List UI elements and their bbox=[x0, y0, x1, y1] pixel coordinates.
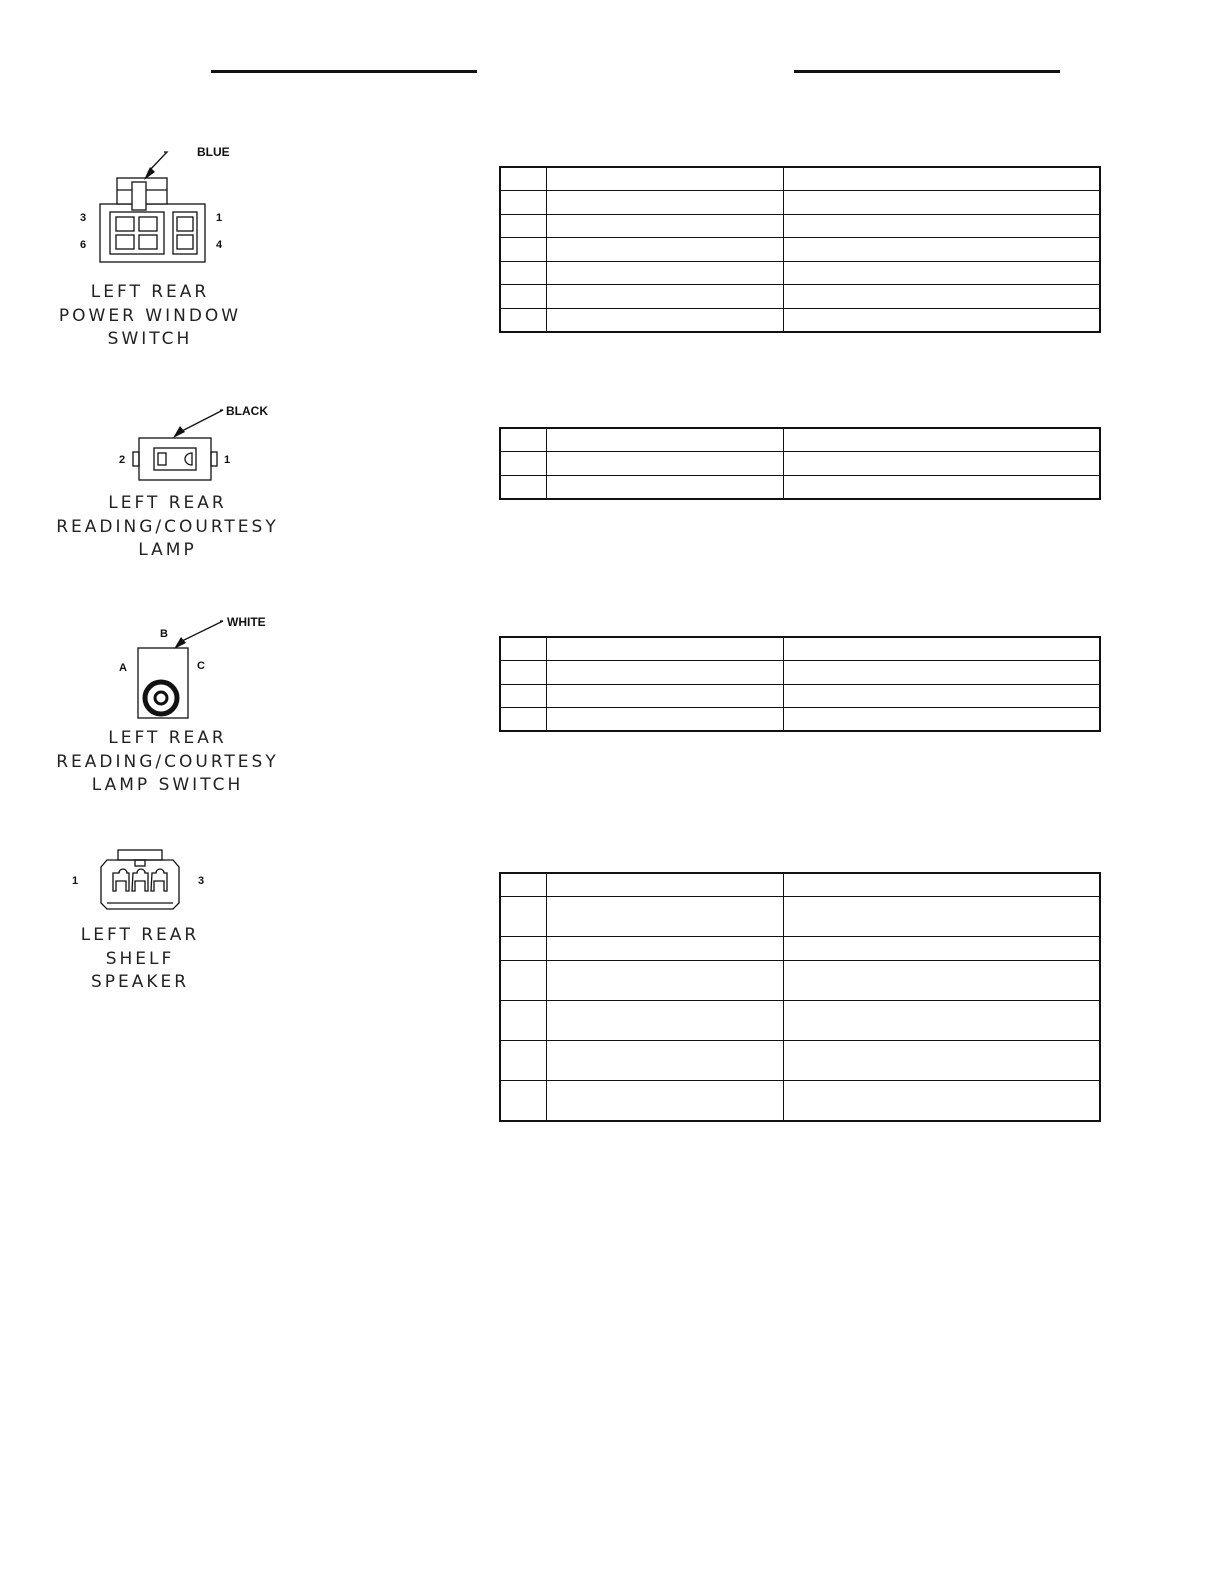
table-cell bbox=[784, 309, 1101, 333]
table-cell bbox=[784, 238, 1101, 262]
table-cell bbox=[547, 661, 784, 685]
table-cell bbox=[547, 285, 784, 309]
table-row bbox=[500, 1081, 1100, 1121]
table-cell bbox=[784, 452, 1101, 476]
table-cell bbox=[500, 475, 547, 499]
table-cell bbox=[500, 428, 547, 452]
table-cell bbox=[784, 214, 1101, 238]
table-cell bbox=[784, 1041, 1101, 1081]
reading-courtesy-lamp-connector-diagram bbox=[130, 400, 230, 485]
table-cell bbox=[784, 167, 1101, 191]
table-cell bbox=[547, 309, 784, 333]
table-cell bbox=[500, 285, 547, 309]
reading-courtesy-lamp-pin-table bbox=[499, 427, 1101, 500]
shelf-speaker-pin-table bbox=[499, 872, 1101, 1122]
table-cell bbox=[500, 960, 547, 1000]
table-row bbox=[500, 873, 1100, 897]
table-row bbox=[500, 1000, 1100, 1040]
table-cell bbox=[547, 708, 784, 732]
shelf-speaker-pin-3: 3 bbox=[198, 875, 205, 887]
power-window-switch-label: LEFT REAR POWER WINDOW SWITCH bbox=[58, 282, 242, 349]
power-window-switch-connector-diagram bbox=[70, 140, 250, 270]
table-cell bbox=[547, 960, 784, 1000]
table-row bbox=[500, 960, 1100, 1000]
power-window-switch-pin-4: 4 bbox=[216, 239, 223, 251]
table-cell bbox=[784, 428, 1101, 452]
header-rule-left bbox=[211, 70, 477, 73]
table-cell bbox=[547, 238, 784, 262]
reading-courtesy-lamp-switch-pin-b: B bbox=[160, 628, 168, 640]
table-cell bbox=[500, 708, 547, 732]
table-cell bbox=[500, 1000, 547, 1040]
table-cell bbox=[500, 238, 547, 262]
table-cell bbox=[500, 309, 547, 333]
table-cell bbox=[784, 937, 1101, 961]
table-cell bbox=[784, 1000, 1101, 1040]
table-cell bbox=[500, 214, 547, 238]
table-cell bbox=[500, 1081, 547, 1121]
table-cell bbox=[547, 452, 784, 476]
reading-courtesy-lamp-switch-pin-a: A bbox=[119, 662, 127, 674]
table-cell bbox=[500, 684, 547, 708]
table-cell bbox=[784, 285, 1101, 309]
table-row bbox=[500, 191, 1100, 215]
table-cell bbox=[500, 661, 547, 685]
power-window-switch-pin-table bbox=[499, 166, 1101, 333]
shelf-speaker-connector-diagram bbox=[95, 845, 190, 915]
power-window-switch-pin-3: 3 bbox=[80, 212, 87, 224]
table-cell bbox=[784, 1081, 1101, 1121]
shelf-speaker-pin-1: 1 bbox=[72, 875, 79, 887]
reading-courtesy-lamp-switch-connector-diagram bbox=[130, 610, 230, 725]
reading-courtesy-lamp-switch-pin-table bbox=[499, 636, 1101, 732]
table-cell bbox=[547, 475, 784, 499]
header-rule-right bbox=[794, 70, 1060, 73]
reading-courtesy-lamp-switch-color-label: WHITE bbox=[227, 615, 266, 629]
table-cell bbox=[784, 708, 1101, 732]
table-cell bbox=[784, 637, 1101, 661]
table-cell bbox=[547, 637, 784, 661]
table-cell bbox=[547, 1041, 784, 1081]
table-cell bbox=[547, 261, 784, 285]
table-row bbox=[500, 684, 1100, 708]
table-cell bbox=[500, 261, 547, 285]
table-row bbox=[500, 661, 1100, 685]
table-row bbox=[500, 897, 1100, 937]
table-cell bbox=[547, 428, 784, 452]
table-cell bbox=[547, 684, 784, 708]
table-cell bbox=[500, 873, 547, 897]
table-row bbox=[500, 285, 1100, 309]
table-cell bbox=[784, 960, 1101, 1000]
reading-courtesy-lamp-pin-1: 1 bbox=[224, 454, 231, 466]
table-cell bbox=[547, 214, 784, 238]
table-cell bbox=[547, 1081, 784, 1121]
table-row bbox=[500, 708, 1100, 732]
table-cell bbox=[500, 167, 547, 191]
table-cell bbox=[547, 873, 784, 897]
table-cell bbox=[500, 937, 547, 961]
power-window-switch-pin-6: 6 bbox=[80, 239, 87, 251]
table-cell bbox=[784, 873, 1101, 897]
reading-courtesy-lamp-pin-2: 2 bbox=[119, 454, 126, 466]
reading-courtesy-lamp-switch-label: LEFT REAR READING/COURTESY LAMP SWITCH bbox=[56, 728, 279, 795]
table-row bbox=[500, 937, 1100, 961]
table-cell bbox=[500, 1041, 547, 1081]
table-cell bbox=[784, 475, 1101, 499]
power-window-switch-color-label: BLUE bbox=[197, 145, 230, 159]
reading-courtesy-lamp-label: LEFT REAR READING/COURTESY LAMP bbox=[56, 493, 279, 560]
table-row bbox=[500, 167, 1100, 191]
table-cell bbox=[500, 637, 547, 661]
table-cell bbox=[547, 191, 784, 215]
table-row bbox=[500, 261, 1100, 285]
table-cell bbox=[784, 684, 1101, 708]
table-row bbox=[500, 238, 1100, 262]
table-cell bbox=[547, 937, 784, 961]
table-cell bbox=[784, 897, 1101, 937]
table-row bbox=[500, 637, 1100, 661]
table-cell bbox=[500, 452, 547, 476]
shelf-speaker-label: LEFT REAR SHELF SPEAKER bbox=[80, 925, 200, 992]
table-row bbox=[500, 475, 1100, 499]
reading-courtesy-lamp-color-label: BLACK bbox=[226, 404, 268, 418]
table-cell bbox=[500, 191, 547, 215]
table-cell bbox=[547, 167, 784, 191]
table-cell bbox=[784, 191, 1101, 215]
table-row bbox=[500, 309, 1100, 333]
table-cell bbox=[784, 261, 1101, 285]
table-cell bbox=[547, 1000, 784, 1040]
table-row bbox=[500, 452, 1100, 476]
table-cell bbox=[784, 661, 1101, 685]
reading-courtesy-lamp-switch-pin-c: C bbox=[197, 660, 205, 672]
table-cell bbox=[500, 897, 547, 937]
table-row bbox=[500, 214, 1100, 238]
table-cell bbox=[547, 897, 784, 937]
table-row bbox=[500, 1041, 1100, 1081]
table-row bbox=[500, 428, 1100, 452]
power-window-switch-pin-1: 1 bbox=[216, 212, 223, 224]
